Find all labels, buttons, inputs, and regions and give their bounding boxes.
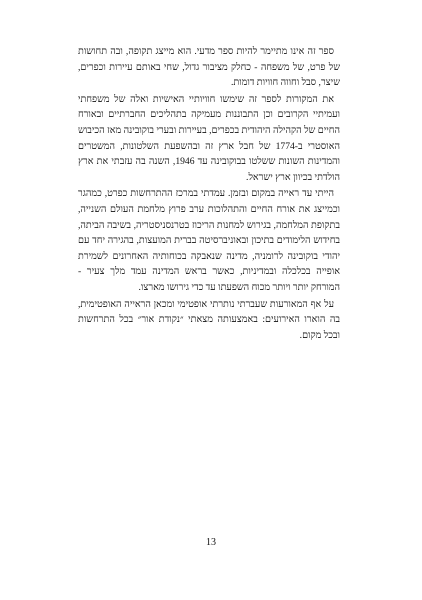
paragraph-4: על אף המאורעות שעברתי נותרתי אופטימי ומכאן הראייה האופטימית, בה הוארו האירועים: באמצעותה מצאתי ״נקודת אור״ בכל התרחשות ובכל מקום. (78, 298, 340, 341)
paragraph-1: ספר זה אינו מתיימר להיות ספר מדעי. הוא מייצג תקופה, ובה תחושות של פרט, של משפחה - כחלק מציבור גדול, שחי באותם עיירות וכפרים, שיצר, סבל וחווה חוויות דומות. (78, 46, 340, 89)
body-text (78, 44, 340, 344)
paragraph-2: את המקורות לספר זה שימשו חוויותיי האישיות ואלה של משפחתי ועמיתיי הקרובים וכן התבוננות מעמיקה בתהליכים החברתיים ובאורח החיים של הקהילה היהודית בכפרים, בעיירות ובערי בוקובינה מאז הכיבוש האוסטרי ב-1774 של חבל ארץ זה ובהשפעת השלטונות, המשטרים והמדינות השונות ששלטו בבוקובינה עד 1946, השנה בה עזבתי את ארץ הולדתי בכיוון ארץ ישראל. (78, 93, 340, 183)
paragraph-3: הייתי עד ראייה במקום ובזמן. עמדתי במרכז ההתרחשות כפרט, כמהגר וכמייצג את אורח החיים והתהלוכות ערב פרוץ מלחמת העולם השנייה, בתקופת המלחמה, בגירוש למחנות הריכוז בטרנסניסטריה, בשיבה הביתה, בחידוש הלימודים בתיכון ובאוניברסיטה בברית המועצות, בהגירה יחד עם יהודי בוקובינה לרומניה, מדינה שנאבקה בכוחותיה האחרונים לשמירת אופייה בכלכלה ובמדיניות, כאשר בראש המדינה עמד מלך צעיר - המורחק יותר ויותר מכוח השפעתו עד כדי גירושו מארצו. (78, 188, 340, 293)
page-number: 13 (206, 537, 216, 548)
